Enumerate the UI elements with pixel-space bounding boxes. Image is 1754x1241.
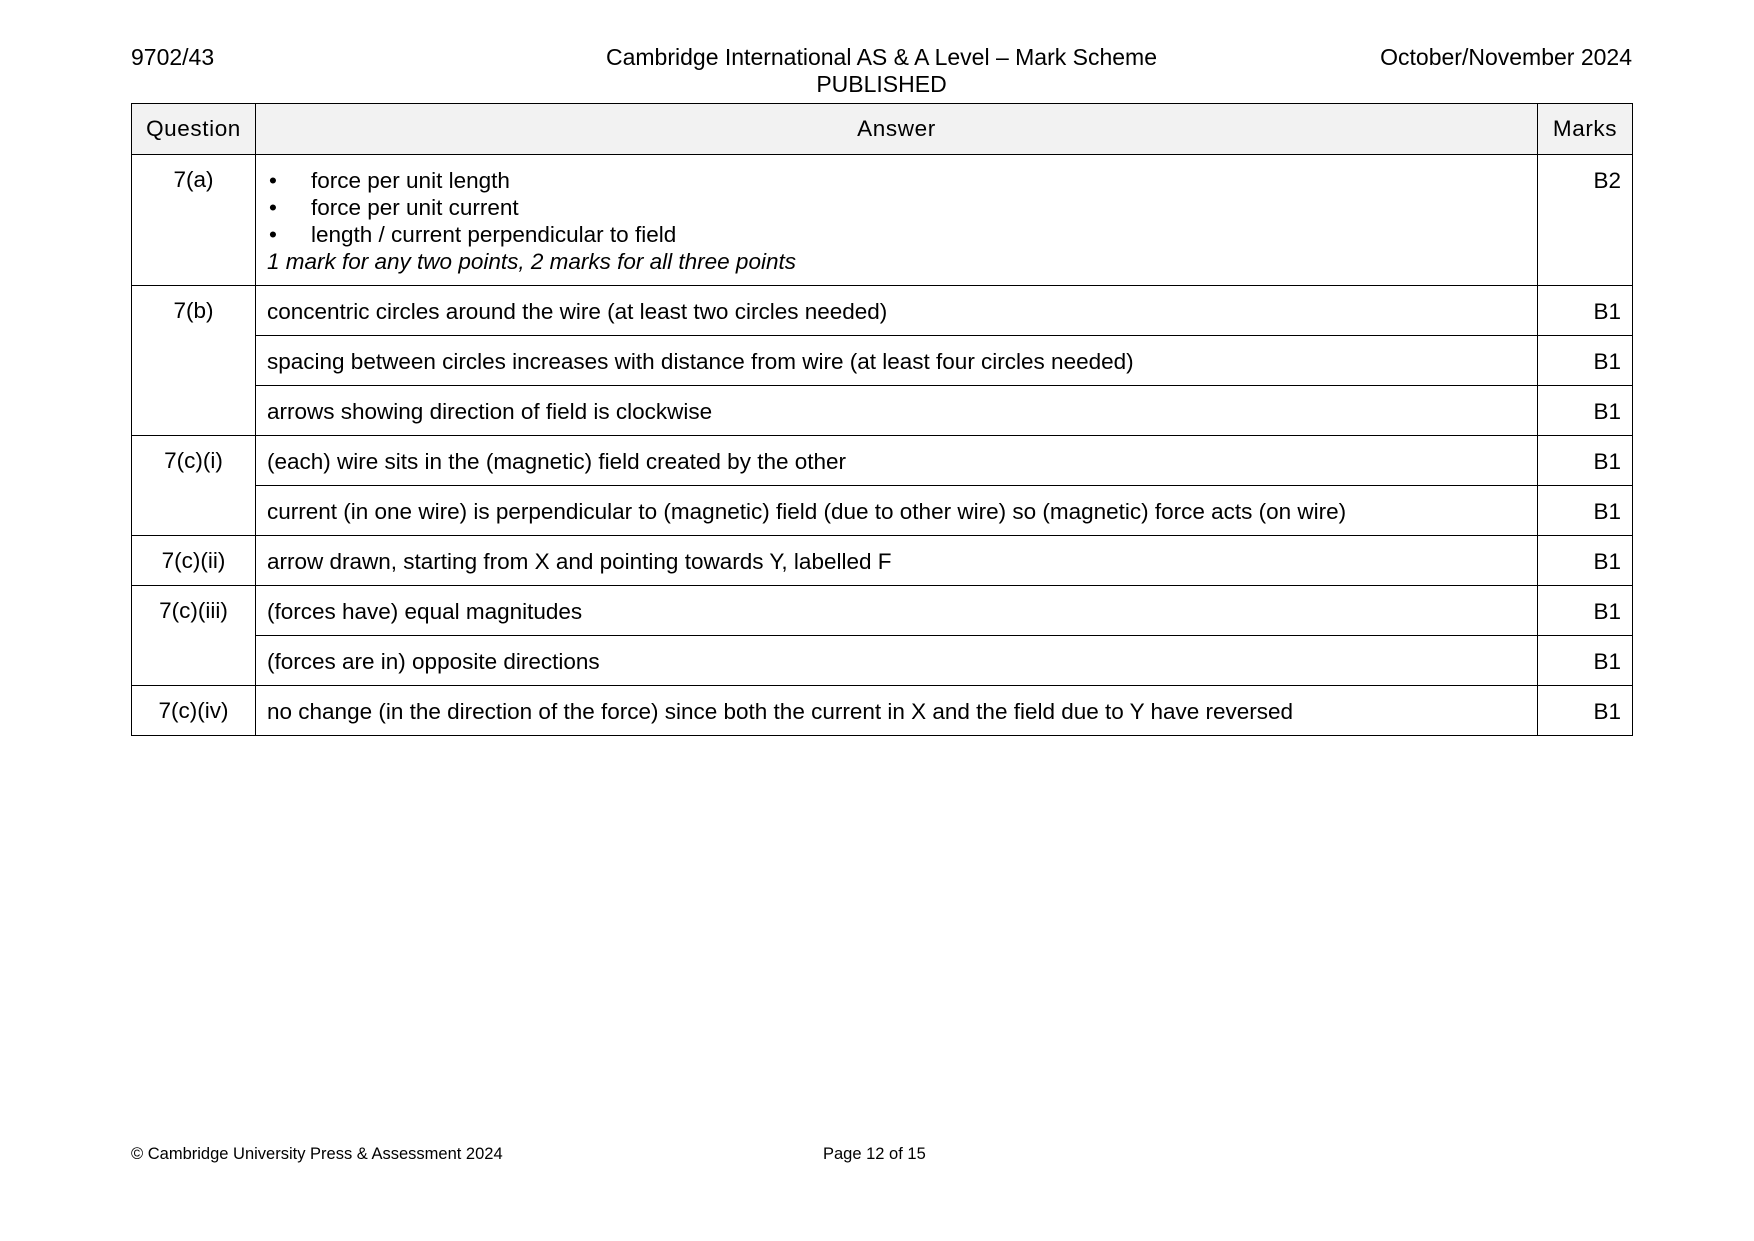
table-row-7cii: [132, 536, 1633, 586]
table-row-7civ: [132, 686, 1633, 736]
marks-cell: B1: [1538, 536, 1633, 586]
document-status: PUBLISHED: [816, 71, 947, 97]
answer-cell: no change (in the direction of the force) since both the current in X and the field due to Y have reversed: [256, 686, 1538, 736]
column-header-question: Question: [132, 104, 256, 155]
marks-cell: B1: [1538, 386, 1633, 436]
bullet-text: force per unit length: [311, 168, 510, 193]
page-number: Page 12 of 15: [823, 1145, 926, 1163]
marks-cell: B1: [1538, 486, 1633, 536]
bullet-item: [267, 167, 1527, 194]
bullet-text: length / current perpendicular to field: [311, 222, 677, 247]
question-number: 7(c)(iv): [132, 686, 256, 736]
page-header: [131, 44, 1632, 100]
exam-session: October/November 2024: [1380, 44, 1632, 70]
mark-scheme-table: [131, 103, 1633, 736]
bullet-icon: •: [269, 222, 277, 247]
bullet-item: [267, 194, 1527, 221]
marks-cell: B1: [1538, 436, 1633, 486]
table-row-7ci: [132, 486, 1633, 536]
answer-cell: (forces have) equal magnitudes: [256, 586, 1538, 636]
bullet-text: force per unit current: [311, 195, 519, 220]
answer-cell: spacing between circles increases with distance from wire (at least four circles needed): [256, 336, 1538, 386]
answer-cell: (each) wire sits in the (magnetic) field created by the other: [256, 436, 1538, 486]
answer-cell: arrows showing direction of field is clockwise: [256, 386, 1538, 436]
question-number: 7(c)(iii): [132, 586, 256, 686]
answer-cell: concentric circles around the wire (at least two circles needed): [256, 286, 1538, 336]
question-number: 7(b): [132, 286, 256, 436]
copyright-notice: © Cambridge University Press & Assessment 2024: [131, 1145, 503, 1163]
answer-cell: [256, 155, 1538, 286]
marks-cell: B1: [1538, 336, 1633, 386]
answer-cell: current (in one wire) is perpendicular to (magnetic) field (due to other wire) so (magnetic) force acts (on wire): [256, 486, 1538, 536]
question-number: 7(a): [132, 155, 256, 286]
column-header-marks: Marks: [1538, 104, 1633, 155]
marks-cell: B2: [1538, 155, 1633, 286]
answer-bullet-list: [267, 167, 1527, 248]
table-row-7a: [132, 155, 1633, 286]
column-header-answer: Answer: [256, 104, 1538, 155]
question-number: 7(c)(i): [132, 436, 256, 536]
question-number: 7(c)(ii): [132, 536, 256, 586]
bullet-icon: •: [269, 168, 277, 193]
marks-cell: B1: [1538, 586, 1633, 636]
paper-code: 9702/43: [131, 44, 215, 70]
bullet-icon: •: [269, 195, 277, 220]
answer-cell: (forces are in) opposite directions: [256, 636, 1538, 686]
marks-cell: B1: [1538, 686, 1633, 736]
table-row-7b: [132, 336, 1633, 386]
document-title-line1: Cambridge International AS & A Level – Mark Scheme: [605, 44, 1158, 70]
answer-cell: arrow drawn, starting from X and pointing towards Y, labelled F: [256, 536, 1538, 586]
table-row-7ciii: [132, 636, 1633, 686]
table-row-7b: [132, 286, 1633, 336]
marking-note: 1 mark for any two points, 2 marks for all three points: [267, 249, 796, 274]
table-header-row: [132, 104, 1633, 155]
table-row-7ciii: [132, 586, 1633, 636]
table-row-7b: [132, 386, 1633, 436]
marks-cell: B1: [1538, 286, 1633, 336]
bullet-item: [267, 221, 1527, 248]
table-row-7ci: [132, 436, 1633, 486]
marks-cell: B1: [1538, 636, 1633, 686]
